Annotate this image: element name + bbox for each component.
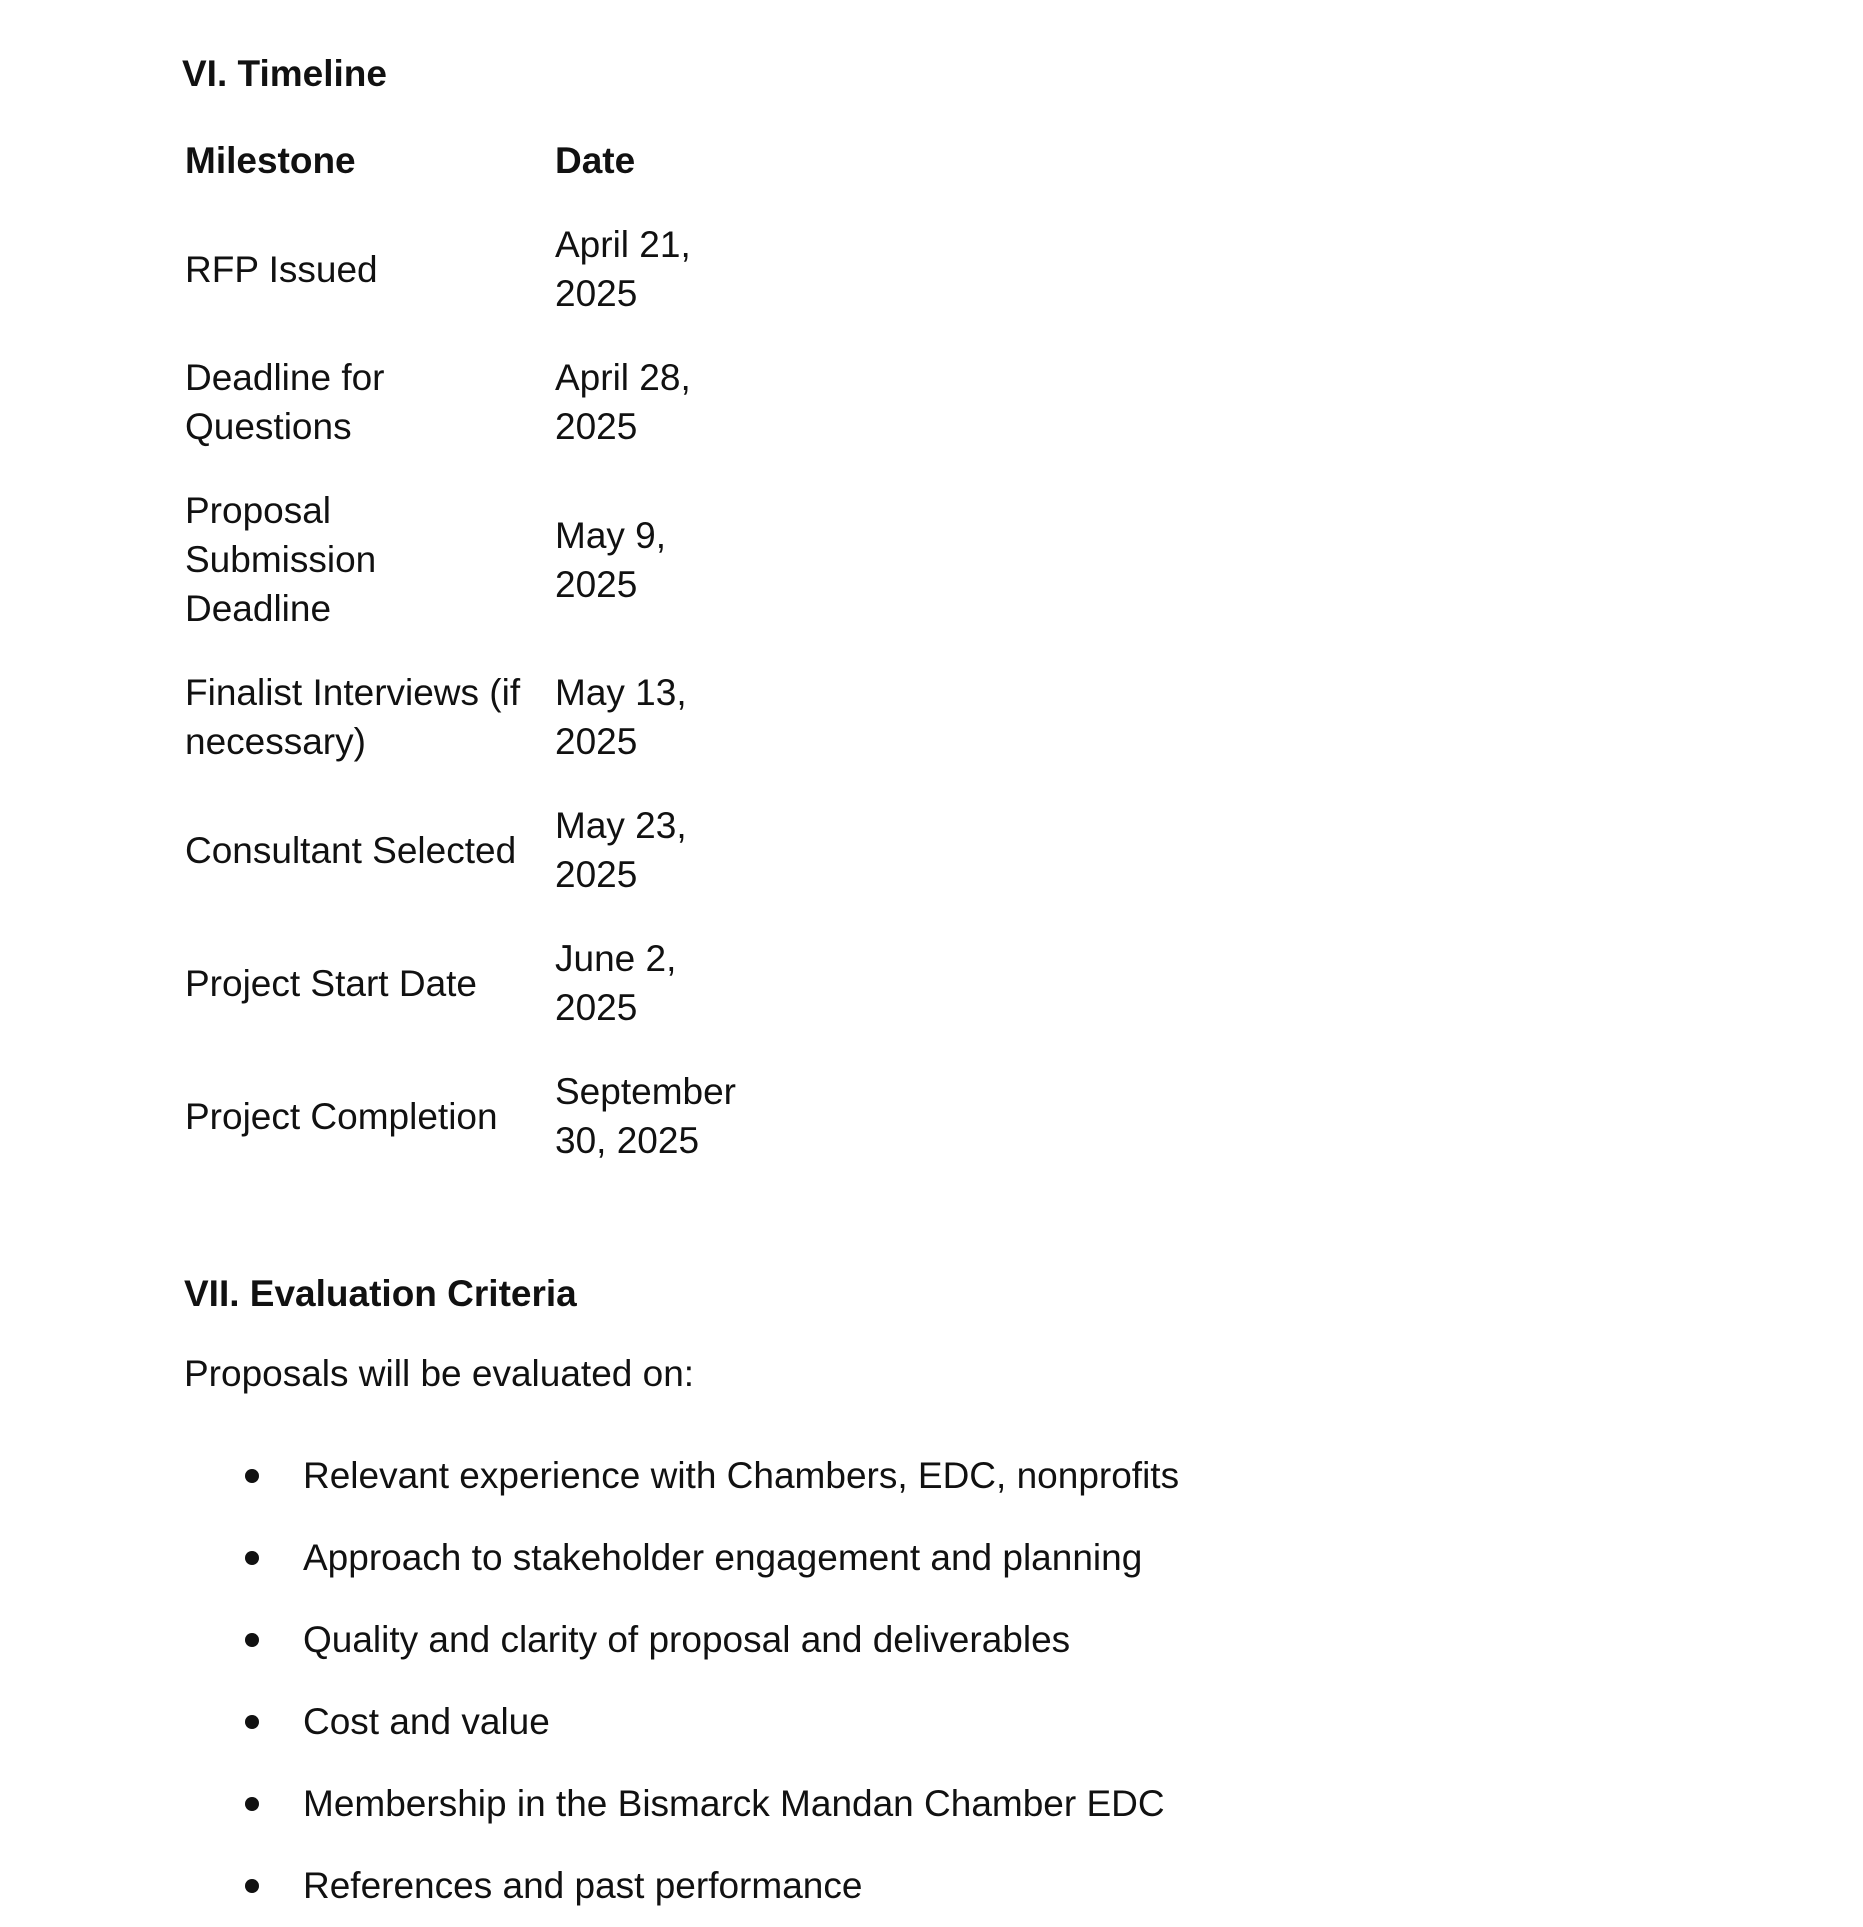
criteria-text: Cost and value — [303, 1700, 550, 1742]
date-line: September — [555, 1071, 736, 1112]
milestone-line: Finalist Interviews (if — [185, 672, 521, 713]
milestone-cell — [185, 959, 555, 1008]
milestone-line: Deadline — [185, 588, 332, 629]
milestone-line: Proposal — [185, 490, 332, 531]
date-line: May 23, — [555, 805, 687, 846]
timeline-table-header — [185, 135, 775, 185]
milestone-cell — [185, 668, 555, 766]
list-item — [184, 1599, 1179, 1681]
timeline-table — [185, 135, 775, 1200]
milestone-column-header: Milestone — [185, 139, 356, 181]
date-line: 30, 2025 — [555, 1120, 700, 1161]
table-row — [185, 934, 775, 1032]
criteria-text: Approach to stakeholder engagement and planning — [303, 1536, 1143, 1578]
table-row — [185, 486, 775, 633]
date-line: April 21, — [555, 224, 691, 265]
date-cell — [555, 220, 775, 318]
date-line: 2025 — [555, 273, 638, 314]
milestone-line: Questions — [185, 406, 352, 447]
criteria-list — [184, 1435, 1179, 1927]
date-column-header: Date — [555, 139, 636, 181]
criteria-text: Membership in the Bismarck Mandan Chamber EDC — [303, 1782, 1165, 1824]
date-line: June 2, — [555, 938, 677, 979]
criteria-text: Relevant experience with Chambers, EDC, nonprofits — [303, 1454, 1180, 1496]
milestone-line: Consultant Selected — [185, 829, 517, 871]
date-cell — [555, 934, 775, 1032]
milestone-line: Submission — [185, 539, 377, 580]
date-line: April 28, — [555, 357, 691, 398]
milestone-cell — [185, 245, 555, 294]
evaluation-intro: Proposals will be evaluated on: — [184, 1353, 695, 1394]
milestone-line: Project Completion — [185, 1095, 498, 1137]
date-cell — [555, 801, 775, 899]
date-line: 2025 — [555, 406, 638, 447]
date-line: May 13, — [555, 672, 687, 713]
date-line: 2025 — [555, 987, 638, 1028]
milestone-line: Deadline for — [185, 357, 385, 398]
table-row — [185, 353, 775, 451]
date-cell — [555, 668, 775, 766]
table-row — [185, 1067, 775, 1165]
list-item — [184, 1517, 1179, 1599]
date-cell — [555, 353, 775, 451]
criteria-text: Quality and clarity of proposal and deliverables — [303, 1618, 1071, 1660]
date-cell — [555, 1067, 775, 1165]
table-row — [185, 801, 775, 899]
bullet-icon — [245, 1879, 259, 1893]
table-row — [185, 668, 775, 766]
milestone-cell — [185, 1092, 555, 1141]
milestone-cell — [185, 486, 555, 633]
date-line: 2025 — [555, 854, 638, 895]
bullet-icon — [245, 1551, 259, 1565]
list-item — [184, 1681, 1179, 1763]
evaluation-criteria-heading: VII. Evaluation Criteria — [184, 1273, 577, 1314]
bullet-icon — [245, 1469, 259, 1483]
milestone-line: Project Start Date — [185, 962, 478, 1004]
date-line: 2025 — [555, 721, 638, 762]
date-line: 2025 — [555, 563, 638, 605]
table-row — [185, 220, 775, 318]
bullet-icon — [245, 1715, 259, 1729]
bullet-icon — [245, 1633, 259, 1647]
list-item — [184, 1435, 1179, 1517]
date-cell — [555, 511, 775, 609]
list-item — [184, 1845, 1179, 1927]
milestone-line: RFP Issued — [185, 248, 378, 290]
list-item — [184, 1763, 1179, 1845]
criteria-text: References and past performance — [303, 1864, 863, 1906]
milestone-cell — [185, 353, 555, 451]
timeline-heading: VI. Timeline — [182, 53, 387, 94]
date-line: May 9, — [555, 514, 667, 556]
milestone-cell — [185, 826, 555, 875]
bullet-icon — [245, 1797, 259, 1811]
milestone-line: necessary) — [185, 721, 366, 762]
